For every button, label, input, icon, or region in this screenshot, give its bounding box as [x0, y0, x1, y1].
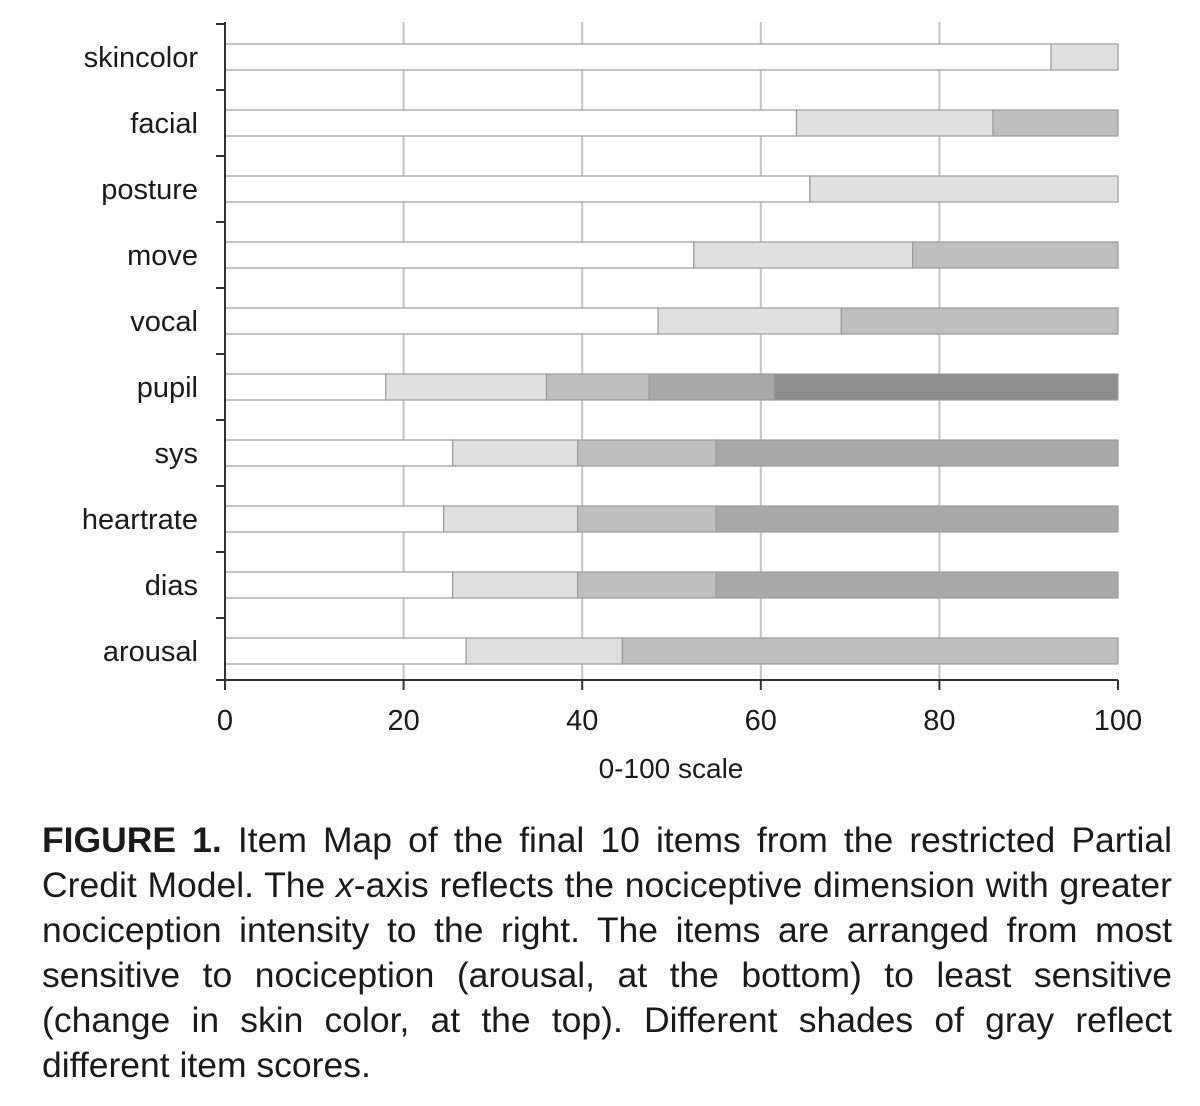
category-label-sys: sys — [154, 438, 198, 470]
bar-facial-score-1 — [797, 110, 993, 136]
bar-facial-score-0 — [225, 110, 797, 136]
bar-posture-score-0 — [225, 176, 810, 202]
bar-arousal-score-1 — [466, 638, 622, 664]
bar-move-score-1 — [694, 242, 913, 268]
x-tick-label-0: 0 — [216, 705, 234, 737]
category-label-vocal: vocal — [130, 306, 198, 338]
bar-vocal-score-0 — [225, 308, 658, 334]
x-tick-labels — [217, 705, 1142, 737]
bar-move-score-0 — [225, 242, 694, 268]
category-label-move: move — [127, 240, 198, 272]
bar-vocal-score-1 — [658, 308, 841, 334]
bar-dias-score-1 — [453, 572, 578, 598]
bar-pupil-score-3 — [649, 374, 774, 400]
bar-vocal-score-2 — [841, 308, 1118, 334]
bar-pupil-score-4 — [774, 374, 1118, 400]
bar-heartrate-score-0 — [225, 506, 444, 532]
x-tick-label-100: 100 — [1093, 705, 1143, 737]
category-label-dias: dias — [144, 570, 198, 602]
category-label-pupil: pupil — [136, 372, 198, 404]
x-tick-label-20: 20 — [387, 705, 420, 737]
bar-dias-score-2 — [578, 572, 716, 598]
category-label-heartrate: heartrate — [81, 504, 198, 536]
bar-pupil-score-1 — [386, 374, 547, 400]
bar-heartrate-score-1 — [444, 506, 578, 532]
category-label-facial: facial — [130, 108, 198, 140]
x-tick-label-60: 60 — [744, 705, 777, 737]
category-label-posture: posture — [101, 174, 198, 206]
bar-skincolor-score-0 — [225, 44, 1051, 70]
category-labels — [82, 42, 198, 668]
x-tick-label-80: 80 — [923, 705, 956, 737]
bar-sys-score-2 — [578, 440, 716, 466]
caption-text-2: -axis reflects the nociceptive dimension with greater nociception intensity to the right. The items are arranged from most sensitive to nociception (arousal, at the bottom) to least sensitive (change in skin color, at the top). Different shades of gray reflect different item scores. — [42, 865, 1182, 1085]
bar-sys-score-3 — [716, 440, 1118, 466]
category-label-arousal: arousal — [102, 636, 198, 668]
bar-pupil-score-2 — [546, 374, 649, 400]
figure-caption — [42, 818, 1182, 1088]
bar-pupil-score-0 — [225, 374, 386, 400]
caption-text-1: Item Map of the final 10 items from the restricted Partial Credit Model. The — [42, 820, 1182, 905]
caption-label: FIGURE 1. — [42, 820, 222, 860]
bar-heartrate-score-3 — [716, 506, 1118, 532]
bar-facial-score-2 — [993, 110, 1118, 136]
category-label-skincolor: skincolor — [83, 42, 198, 74]
bar-skincolor-score-1 — [1051, 44, 1118, 70]
bar-arousal-score-2 — [622, 638, 1118, 664]
x-axis-title: 0-100 scale — [598, 753, 744, 784]
bar-dias-score-3 — [716, 572, 1118, 598]
bar-move-score-2 — [913, 242, 1118, 268]
bars — [225, 44, 1118, 664]
bar-sys-score-0 — [225, 440, 453, 466]
bar-arousal-score-0 — [225, 638, 466, 664]
bar-sys-score-1 — [453, 440, 578, 466]
bar-heartrate-score-2 — [578, 506, 716, 532]
bar-posture-score-1 — [810, 176, 1118, 202]
x-tick-label-40: 40 — [566, 705, 599, 737]
caption-italic-x: x — [336, 865, 354, 905]
bar-dias-score-0 — [225, 572, 453, 598]
